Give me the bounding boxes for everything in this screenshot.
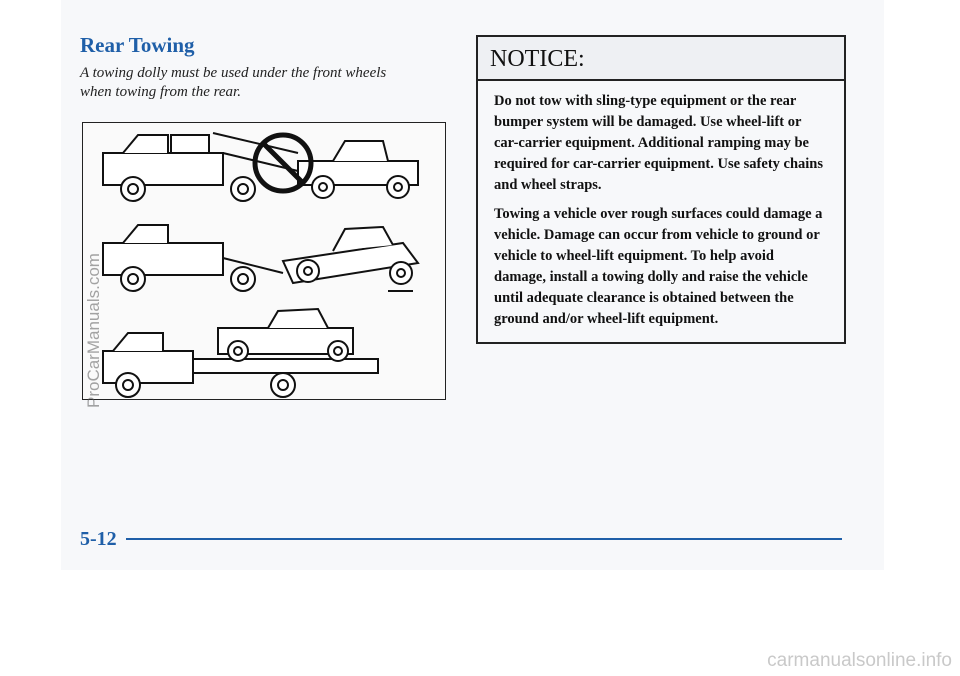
footer-rule [126,538,842,540]
wheel-lift-dolly-illustration [103,225,418,291]
page-number: 5-12 [80,528,117,550]
notice-paragraph: Do not tow with sling-type equipment or the rear bumper system will be damaged. Use wheel-lift or car-carrier equipment. Additional ramping may be required for car-carrier equipment. Use safety chains and wheel straps. [494,93,824,193]
car-carrier-illustration [103,309,378,397]
bottom-watermark: carmanualsonline.info [767,650,952,671]
notice-box [476,35,846,344]
side-watermark: ProCarManuals.com [84,253,103,408]
towing-illustration [82,122,446,400]
notice-heading: NOTICE: [478,37,844,81]
notice-body [478,81,844,330]
section-title: Rear Towing [80,33,195,57]
section-subtitle: A towing dolly must be used under the front wheels when towing from the rear. [80,65,387,100]
notice-paragraph: Towing a vehicle over rough surfaces could damage a vehicle. Damage can occur from vehicle to ground or vehicle to wheel-lift equipment. To help avoid damage, install a towing dolly and raise the vehicle until adequate clearance is obtained between the ground and/or wheel-lift equipment. [494,206,823,327]
